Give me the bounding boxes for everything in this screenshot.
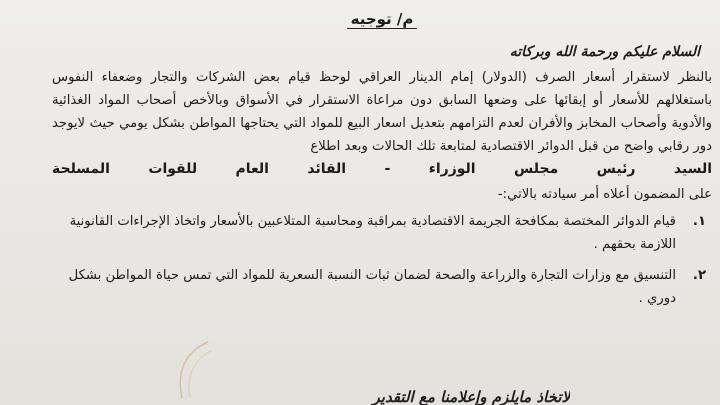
item-number: ٢. [692,268,706,283]
directive-list [52,210,712,310]
item-number: ١. [692,214,706,229]
dignitary-line: السيد رئيس مجلس الوزراء - القائد العام للقوات المسلحة [52,161,712,177]
document-subject [52,10,712,28]
directive-intro: على المضمون أعلاه أمر سيادته بالاتي:- [497,187,712,202]
closing-line: لاتخاذ مايلزم وإعلامنا مع التقدير [372,388,570,405]
document-body [52,10,712,318]
list-item [52,210,712,256]
list-item [52,264,712,310]
faint-stamp-mark [168,340,218,400]
item-text: التنسيق مع وزارات التجارة والزراعة والصحة لضمان ثبات النسبة السعرية للمواد التي تمس حياة المواطن بشكل دوري . [68,268,676,306]
subject-text: م/ توجيه [347,10,418,29]
main-paragraph: بالنظر لاستقرار أسعار الصرف (الدولار) إمام الدينار العراقي لوحظ قيام بعض الشركات والتجار وضعفاء النفوس باستغلالهم للأسعار أو إبقائها على وضعها السابق دون مراعاة الاستقرار في الأسواق وبالأخص أصحاب المواد الغذائية والأدوية وأصحاب المخابز والأفران لعدم التزامهم بتعديل اسعار البيع للمواد التي يحتاجها المواطن بشكل يومي حيث لايوجد دور رقابي واضح من قبل الدوائر الاقتصادية لمتابعة تلك الحالات وبعد اطلاع [52,70,712,154]
greeting: السلام عليكم ورحمة الله وبركاته [509,44,700,60]
item-text: قيام الدوائر المختصة بمكافحة الجريمة الاقتصادية بمراقبة ومحاسبة المتلاعبين بالأسعار واتخاذ الإجراءات القانونية اللازمة بحقهم . [69,214,676,252]
